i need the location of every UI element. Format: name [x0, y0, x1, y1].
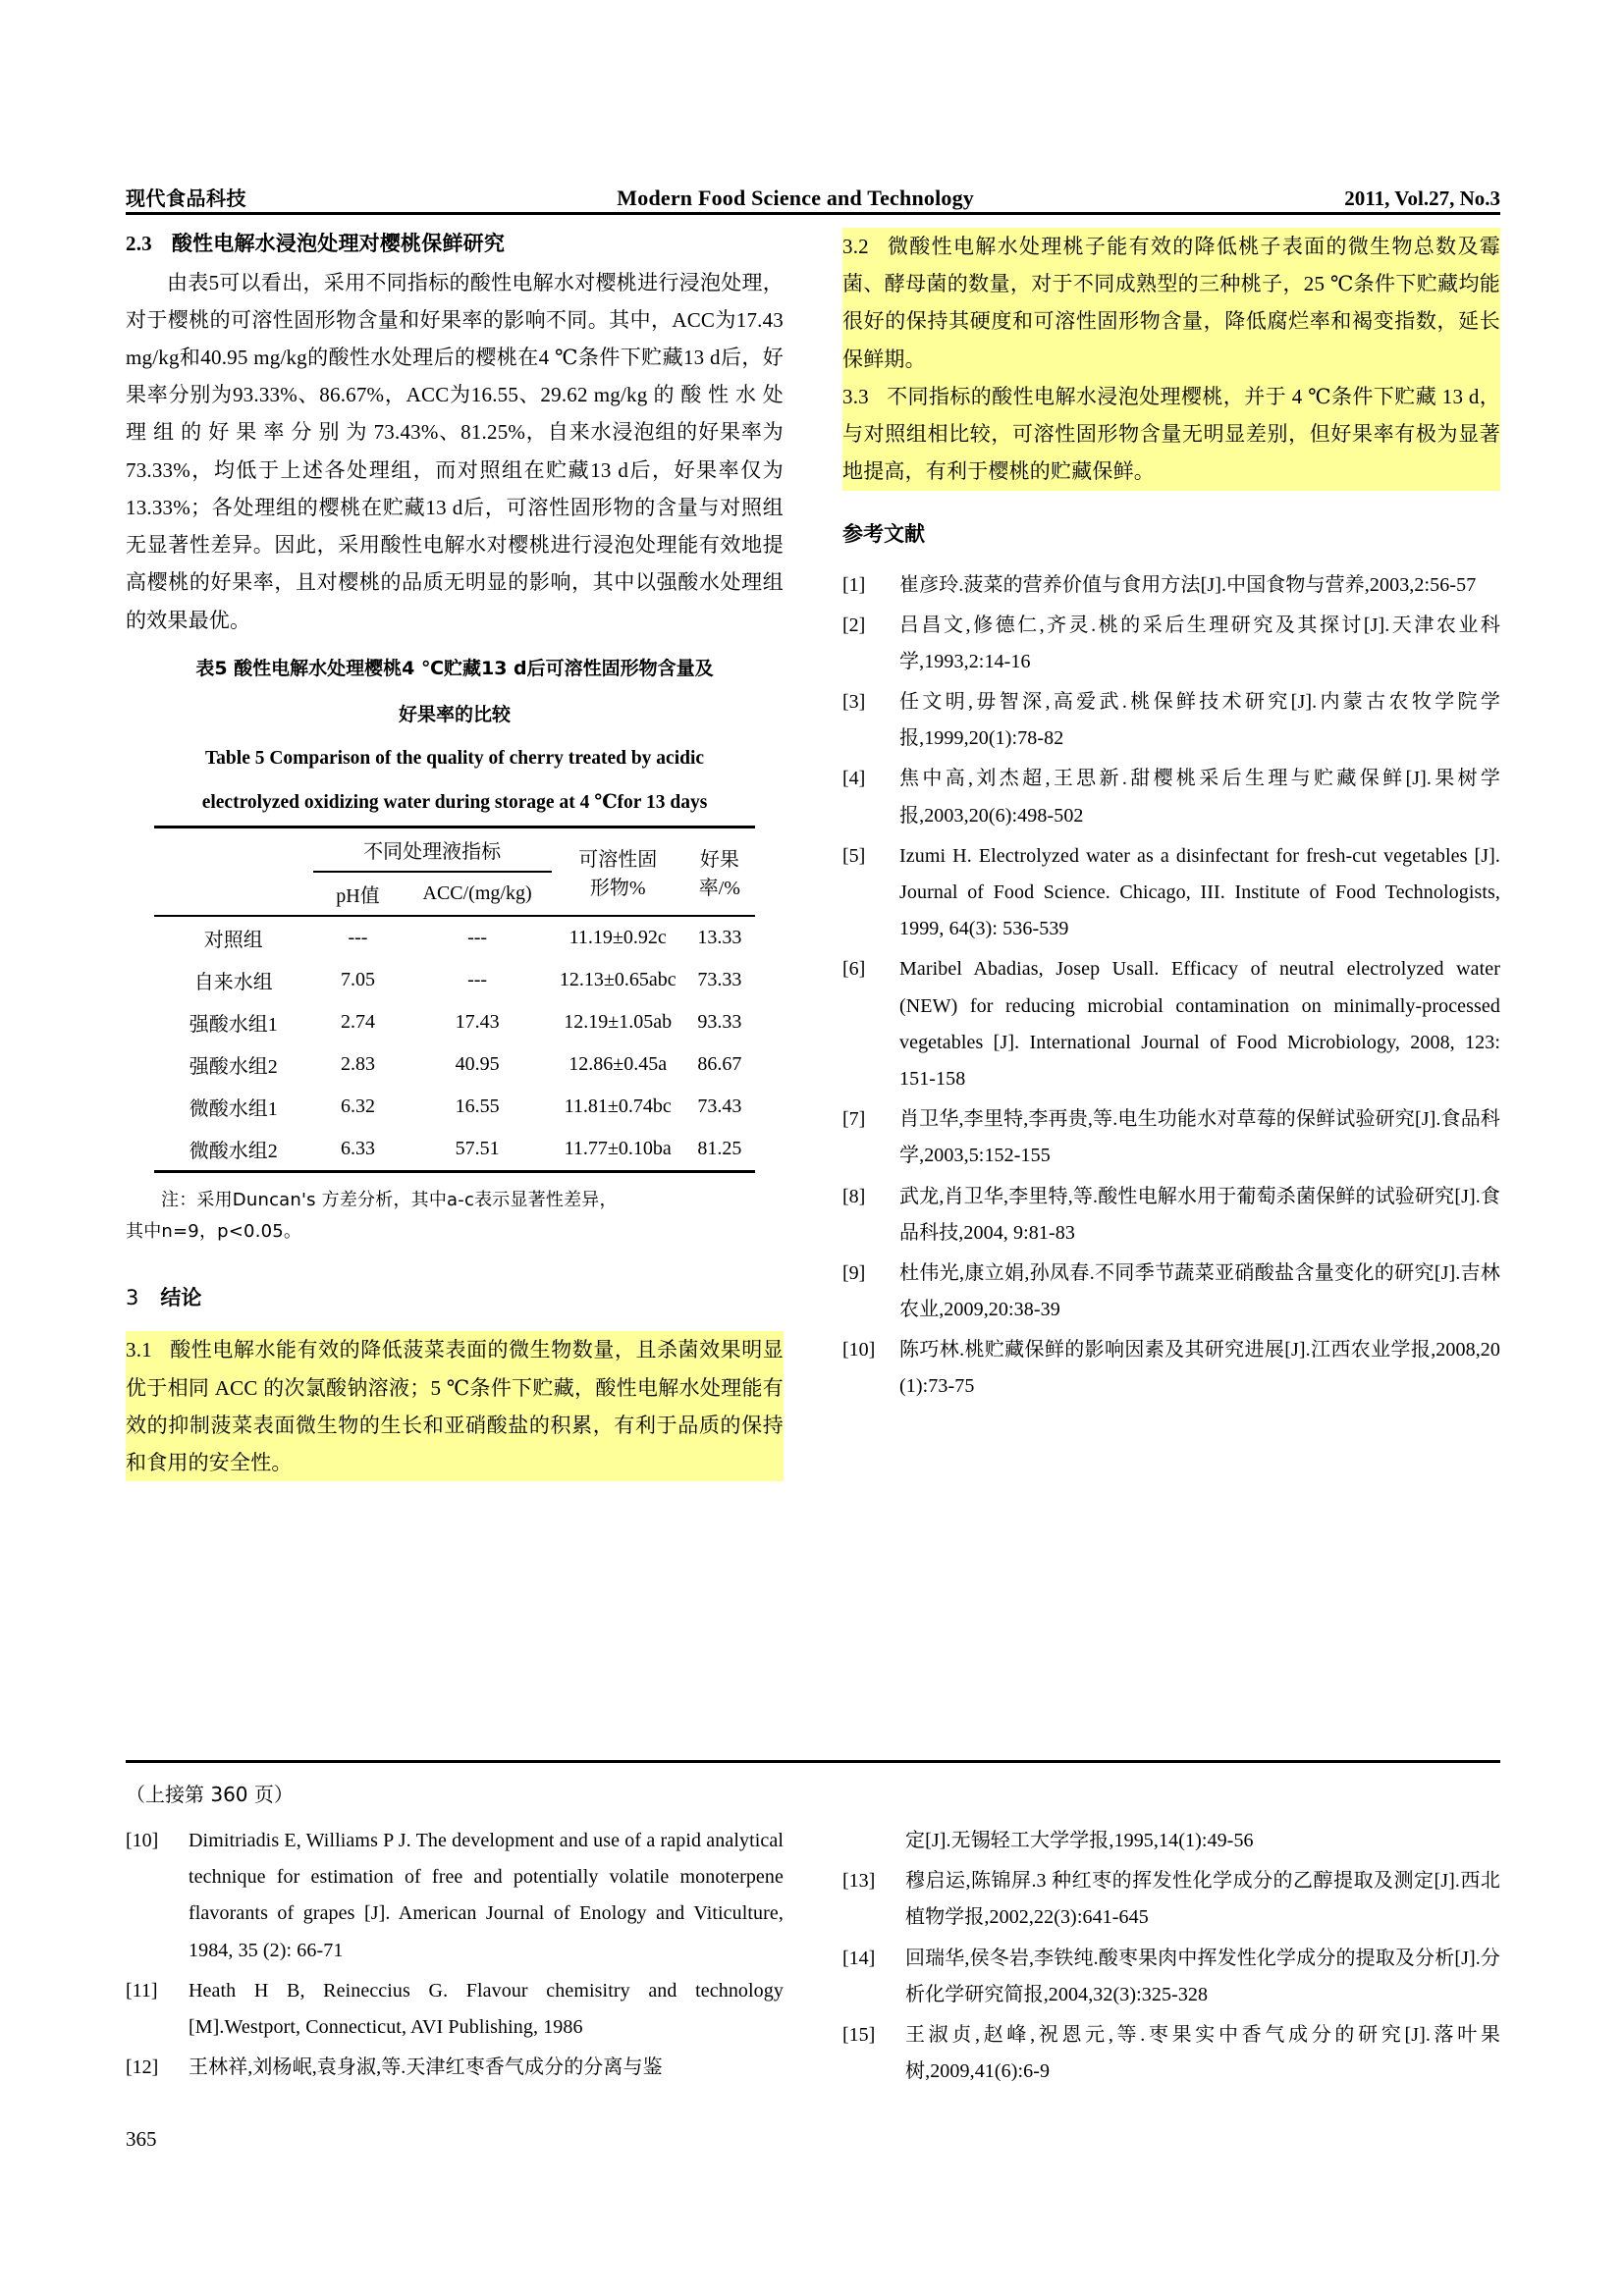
reference-text: Maribel Abadias, Josep Usall. Efficacy of neutral electrolyzed water (NEW) for reducing microbial contamination on minimally-processed vegetables [J]. International Journal of Food Microbiology, 2008, 123: 151-158 [899, 958, 1500, 1090]
table5-cell-name: 自来水组 [193, 972, 273, 994]
table5-header-blank [154, 828, 313, 873]
table5-header-row-group [154, 828, 755, 873]
reference-text: 任文明,毋智深,高爱武.桃保鲜技术研究[J].内蒙古农牧学院学报,1999,20(1):78-82 [899, 691, 1500, 750]
left-column [126, 228, 784, 1481]
reference-text: 焦中高,刘杰超,王思新.甜樱桃采后生理与贮藏保鲜[J].果树学报,2003,20(6):498-502 [899, 768, 1500, 827]
reference-number: [2] [842, 614, 866, 636]
table-row [154, 1043, 755, 1086]
reference-number: [3] [842, 691, 866, 714]
section-3-2 [842, 228, 1500, 378]
reference-text: 陈巧林.桃贮藏保鲜的影响因素及其研究进展[J].江西农业学报,2008,20 (1):73-75 [899, 1339, 1500, 1398]
paragraph-2-3: 由表5可以看出，采用不同指标的酸性电解水对樱桃进行浸泡处理，对于樱桃的可溶性固形物含量和好果率的影响不同。其中，ACC为17.43 mg/kg和40.95 mg/kg的酸性水处理后的樱桃在4 ℃条件下贮藏13 d后，好果率分别为93.33%、86.67%，ACC为16.55、29.62 mg/kg 的 酸 性 水 处 理 组 的 好 果 率 分 别 为 73.43%、81.25%，自来水浸泡组的好果率为73.33%，均低于上述各处理组，而对照组在贮藏13 d后，好果率仅为13.33%；各处理组的樱桃在贮藏13 d后，可溶性固形物的含量与对照组无显著性差异。因此，采用酸性电解水对樱桃进行浸泡处理能有效地提高樱桃的好果率，且对樱桃的品质无明显的影响，其中以强酸水处理组的效果最优。 [126, 270, 784, 632]
section-text-3-1: 酸性电解水能有效的降低菠菜表面的微生物数量，且杀菌效果明显优于相同 ACC 的次氯酸钠溶液；5 ℃条件下贮藏，酸性电解水处理能有效的抑制菠菜表面微生物的生长和亚硝酸盐的积累，有利于品质的保持和食用的安全性。 [126, 1338, 784, 1475]
reference-text: 定[J].无锡轻工大学学报,1995,14(1):49-56 [905, 1830, 1254, 1851]
table5-cell-ph: 6.32 [340, 1095, 375, 1118]
continued-right-column [842, 1823, 1500, 2094]
table5-header-ss-line1: 可溶性固 [578, 849, 658, 872]
table5-header-ph: pH值 [336, 885, 380, 908]
table5-cell-gf: 93.33 [697, 1011, 742, 1034]
section-number-2-3: 2.3 [126, 232, 152, 255]
reference-text: Heath H B, Reineccius G. Flavour chemisitry and technology [M].Westport, Connecticut, AVI Publishing, 1986 [189, 1979, 784, 2038]
table5-header-acc: ACC/(mg/kg) [422, 882, 532, 905]
conclusion-heading [126, 1282, 784, 1311]
reference-number: [5] [842, 844, 866, 867]
reference-number: [13] [842, 1870, 876, 1893]
running-head-journal-en: Modern Food Science and Technology [617, 186, 975, 210]
table5-cell-ph: 2.83 [340, 1053, 375, 1076]
table5-header-good-fruit [684, 828, 755, 917]
table5-cell-gf: 73.43 [697, 1095, 742, 1118]
table5-cell-ss: 11.81±0.74bc [564, 1095, 672, 1118]
table5-cell-acc: 40.95 [455, 1053, 500, 1076]
reference-text: 回瑞华,侯冬岩,李铁纯.酸枣果肉中挥发性化学成分的提取及分析[J].分析化学研究简报,2004,32(3):325-328 [905, 1947, 1500, 2005]
section-heading-2-3 [126, 228, 784, 260]
reference-text: 穆启运,陈锦屏.3 种红枣的挥发性化学成分的乙醇提取及测定[J].西北植物学报,2002,22(3):641-645 [905, 1870, 1500, 1929]
table5-cell-acc: 57.51 [455, 1138, 500, 1160]
reference-text: 王淑贞,赵峰,祝恩元,等.枣果实中香气成分的研究[J].落叶果树,2009,41(6):6-9 [905, 2023, 1500, 2083]
table5-cell-acc: 16.55 [455, 1095, 500, 1118]
list-item [842, 838, 1500, 948]
list-item [842, 684, 1500, 757]
table5 [154, 826, 755, 1173]
list-item [126, 1973, 784, 2046]
table5-cell-acc: --- [467, 969, 488, 991]
table5-header-soluble-solids [552, 828, 684, 917]
continued-references-left [126, 1823, 784, 2086]
section-text-3-3: 不同指标的酸性电解水浸泡处理樱桃，并于 4 ℃条件下贮藏 13 d，与对照组相比较，可溶性固形物含量无明显差别，但好果率有极为显著地提高，有利于樱桃的贮藏保鲜。 [842, 384, 1500, 484]
references-heading: 参考文献 [842, 521, 925, 546]
table5-note [126, 1185, 784, 1247]
continued-section [126, 1779, 1500, 2094]
table5-header-blank2 [154, 872, 313, 916]
table5-caption-en-line1: Table 5 Comparison of the quality of cherry treated by acidic [204, 748, 705, 770]
table5-header-gf-line1: 好果 [699, 849, 739, 872]
list-item [842, 951, 1500, 1097]
list-item [842, 1179, 1500, 1252]
reference-text: 杜伟光,康立娟,孙凤春.不同季节蔬菜亚硝酸盐含量变化的研究[J].吉林农业,2009,20:38-39 [899, 1261, 1500, 1321]
reference-number: [1] [842, 573, 866, 596]
reference-text: 吕昌文,修德仁,齐灵.桃的采后生理研究及其探讨[J].天津农业科学,1993,2:14-16 [899, 614, 1500, 672]
references-list [842, 567, 1500, 1406]
running-head-issue: 2011, Vol.27, No.3 [1344, 187, 1500, 210]
list-item [126, 1823, 784, 1969]
conclusion-number: 3 [126, 1286, 139, 1310]
reference-number: [8] [842, 1185, 866, 1207]
table5-caption-cn-line2: 好果率的比较 [398, 703, 511, 725]
continued-references-right [842, 1823, 1500, 2090]
table5-cell-name: 微酸水组2 [189, 1141, 278, 1163]
table5-cell-ss: 12.19±1.05ab [564, 1011, 673, 1034]
table5-cell-ss: 12.86±0.45a [568, 1053, 668, 1076]
section-text-3-2: 微酸性电解水处理桃子能有效的降低桃子表面的微生物总数及霉菌、酵母菌的数量，对于不同成熟型的三种桃子，25 ℃条件下贮藏均能很好的保持其硬度和可溶性固形物含量，降低腐烂率和褐变指数，延长保鲜期。 [842, 235, 1500, 371]
running-head [126, 183, 1500, 211]
table5-caption-en-line2: electrolyzed oxidizing water during storage at 4 ℃for 13 days [201, 792, 708, 814]
section-number-3-3: 3.3 [842, 384, 869, 408]
table5-cell-name: 对照组 [203, 930, 263, 952]
table5-note-line1: 注：采用Duncan's 方差分析，其中a-c表示显著性差异， [161, 1190, 618, 1211]
section-number-3-1: 3.1 [126, 1338, 152, 1362]
right-column [842, 228, 1500, 1481]
reference-number: [12] [126, 2056, 159, 2079]
reference-text: 崔彦玲.菠菜的营养价值与食用方法[J].中国食物与营养,2003,2:56-57 [899, 573, 1477, 596]
continued-two-columns [126, 1823, 1500, 2094]
section-3-1 [126, 1331, 784, 1481]
table5-header-gf-line2: 率/% [698, 878, 740, 900]
continued-from-label: （上接第 360 页） [126, 1783, 294, 1806]
list-item [842, 1101, 1500, 1174]
table5-cell-gf: 73.33 [697, 969, 742, 991]
reference-number [842, 1823, 905, 1859]
conclusion-title: 结论 [160, 1286, 202, 1310]
table5-cell-ph: 7.05 [340, 969, 375, 991]
table5-cell-gf: 86.67 [697, 1053, 742, 1076]
table5-caption-cn-line1: 表5 酸性电解水处理樱桃4 ℃贮藏13 d后可溶性固形物含量及 [195, 657, 714, 679]
table5-cell-acc: 17.43 [455, 1011, 500, 1034]
table5-cell-ph: 6.33 [340, 1138, 375, 1160]
table5-cell-gf: 81.25 [697, 1138, 742, 1160]
reference-text: 武龙,肖卫华,李里特,等.酸性电解水用于葡萄杀菌保鲜的试验研究[J].食品科技,2004, 9:81-83 [899, 1185, 1500, 1244]
table-row [154, 1001, 755, 1043]
reference-number: [4] [842, 768, 866, 790]
reference-number: [10] [126, 1830, 159, 1851]
reference-number: [15] [842, 2023, 876, 2046]
table5-cell-ph: --- [348, 927, 368, 949]
running-head-journal-cn: 现代食品科技 [126, 187, 246, 210]
continued-left-column [126, 1823, 784, 2094]
table5-cell-name: 微酸水组1 [189, 1098, 278, 1121]
list-item [842, 1332, 1500, 1405]
table5-body [154, 916, 755, 1172]
reference-text: Dimitriadis E, Williams P J. The development and use of a rapid analytical technique for estimation of free and potentially volatile monoterpene flavorants of grapes [J]. American Journal of Enology and Viticulture, 1984, 35 (2): 66-71 [189, 1830, 784, 1961]
reference-number: [14] [842, 1947, 876, 1969]
table5-cell-gf: 13.33 [697, 927, 742, 949]
table5-cell-ss: 11.19±0.92c [568, 927, 667, 949]
table5-cell-acc: --- [467, 927, 488, 949]
table5-cell-ss: 12.13±0.65abc [559, 969, 677, 991]
table5-cell-name: 强酸水组2 [189, 1056, 278, 1079]
table5-note-line2: 其中n=9，p<0.05。 [126, 1220, 302, 1242]
table-row [154, 959, 755, 1001]
continued-section-rule [126, 1760, 1500, 1763]
table-row [154, 1128, 755, 1172]
section-number-3-2: 3.2 [842, 235, 869, 258]
list-item [842, 567, 1500, 604]
reference-text: 王林祥,刘杨岷,袁身淑,等.天津红枣香气成分的分离与鉴 [189, 2056, 663, 2079]
two-column-body [126, 228, 1500, 1481]
table5-cell-ss: 11.77±0.10ba [564, 1138, 672, 1160]
table5-header-ss-line2: 形物% [589, 878, 646, 900]
list-item [126, 2050, 784, 2086]
list-item [842, 1255, 1500, 1328]
reference-text: 肖卫华,李里特,李再贵,等.电生功能水对草莓的保鲜试验研究[J].食品科学,2003,5:152-155 [899, 1108, 1500, 1167]
table-row [154, 1086, 755, 1128]
list-item [842, 1863, 1500, 1936]
table5-header-group-treatment: 不同处理液指标 [313, 828, 552, 873]
list-item [842, 1941, 1500, 2013]
table5-cell-name: 强酸水组1 [189, 1014, 278, 1037]
list-item [842, 761, 1500, 833]
reference-number: [7] [842, 1108, 866, 1131]
list-item [842, 2017, 1500, 2090]
reference-number: [10] [842, 1339, 876, 1362]
list-item [842, 1823, 1500, 1859]
section-3-3 [842, 378, 1500, 491]
section-title-2-3: 酸性电解水浸泡处理对樱桃保鲜研究 [171, 232, 506, 255]
header-rule [126, 212, 1500, 215]
list-item [842, 608, 1500, 680]
page-number: 365 [126, 2127, 157, 2151]
table-row [154, 916, 755, 959]
reference-number: [11] [126, 1979, 158, 2002]
reference-number: [6] [842, 958, 866, 981]
table5-cell-ph: 2.74 [340, 1011, 375, 1034]
reference-number: [9] [842, 1261, 866, 1284]
reference-text: Izumi H. Electrolyzed water as a disinfectant for fresh-cut vegetables [J]. Journal of Food Science. Chicago, III. Institute of Food Technologists, 1999, 64(3): 536-539 [899, 844, 1500, 940]
